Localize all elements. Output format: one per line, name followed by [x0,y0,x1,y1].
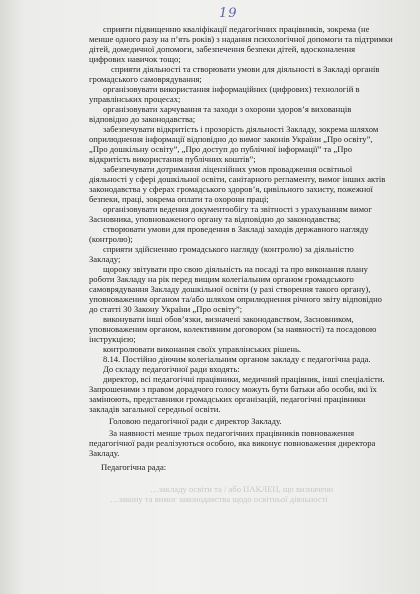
text-line: сприяти підвищенню кваліфікації педагогічних працівників, зокрема (не [103,24,370,34]
text-line: організовувати ведення документообігу та звітності з урахуванням вимог [103,204,372,214]
bleed-through-line: …закладу освіти та / або ПАКЛЕП, що визначено [150,484,334,494]
text-line: (контролю); [89,234,133,244]
text-line: організовувати харчування та заходи з охорони здоров’я вихованців [103,104,352,114]
text-line: Закладу. [89,448,120,458]
text-line: До складу педагогічної ради входять: [103,364,240,374]
text-line: відкритість використання публічних коштів”; [89,154,256,164]
text-line: цифрових навичок тощо; [89,54,181,64]
text-line: замінюють, представники громадських організацій, педагогічні працівники [89,394,366,404]
text-line: забезпечувати дотримання ліцензійних умов провадження освітньої [103,164,353,174]
text-line: уповноваженим органом, колективним договором (за наявності) та посадовою [89,324,377,334]
text-line: організовувати використання інформаційних (цифрових) технологій в [103,84,360,94]
text-line: дітей, домедичної допомоги, забезпечення безпеки дітей, вдосконалення [89,44,356,54]
text-line: Запрошеними з правом дорадчого голосу можуть бути батьки або особи, які їх [89,384,377,394]
text-line: самоврядування Закладу дошкільної освіти (у разі створення такого органу), [89,284,371,294]
text-line: оприлюднення інформації відповідно до вимог законів України „Про освіту”, [89,134,373,144]
text-line: відповідно до законодавства; [89,114,196,124]
text-line: закладів загальної середньої освіти. [89,404,221,414]
text-line: За наявності менше трьох педагогічних працівників повноваження [109,428,355,438]
text-line: роботи Закладу на рік перед вищим колегіальним органом громадського [89,274,354,284]
text-line: Головою педагогічної ради є директор Закладу. [109,416,282,426]
text-line: Педагогічна рада: [101,462,167,472]
text-line: до статті 30 Закону України „Про освіту”; [89,304,243,314]
text-line: забезпечувати відкритість і прозорість діяльності Закладу, зокрема шляхом [103,124,379,134]
text-line: щороку звітувати про свою діяльність на посаді та про виконання плану [103,264,368,274]
text-line: інструкцією; [89,334,136,344]
text-line: сприяти здійсненню громадського нагляду (контролю) за діяльністю [103,244,354,254]
text-line: законодавства у сферах громадського здоров’я, цивільного захисту, пожежної [89,184,373,194]
text-line: „Про дошкільну освіту”, „Про доступ до публічної інформації” та „Про [89,144,353,154]
text-line: Закладу; [89,254,121,264]
text-line: директор, всі педагогічні працівники, медичний працівник, інші спеціалісти. [103,374,385,384]
text-line: виконувати інші обов’язки, визначені законодавством, Засновником, [103,314,354,324]
text-line: менше одного разу на п’ять років) з надання психологічної допомоги та підтримки [89,34,393,44]
text-line: уповноваженим органом та/або шляхом оприлюднення річного звіту відповідно [89,294,382,304]
page-number: 19 [219,6,238,21]
text-line: контролювати виконання своїх управлінських рішень. [103,344,302,354]
text-line: педагогічної ради реалізуються особою, яка виконує повноваження директора [89,438,376,448]
text-line: 8.14. Постійно діючим колегіальним органом закладу є педагогічна рада. [103,354,371,364]
text-line: діяльності у сфері дошкільної освіти, санітарного регламенту, вимог інших актів [89,174,386,184]
bleed-through-line: …закону та вимог законодавства щодо освітньої діяльності [110,494,328,504]
text-line: сприяти діяльності та створювати умови для діяльності в Закладі органів [111,64,380,74]
text-line: громадського самоврядування; [89,74,202,84]
text-line: безпеки, праці, зокрема оплати та охорони праці; [89,194,269,204]
text-line: створювати умови для проведення в Закладі заходів державного нагляду [103,224,369,234]
text-line: Засновника, уповноваженого органу та відповідно до законодавства; [89,214,341,224]
text-line: управлінських процесах; [89,94,181,104]
